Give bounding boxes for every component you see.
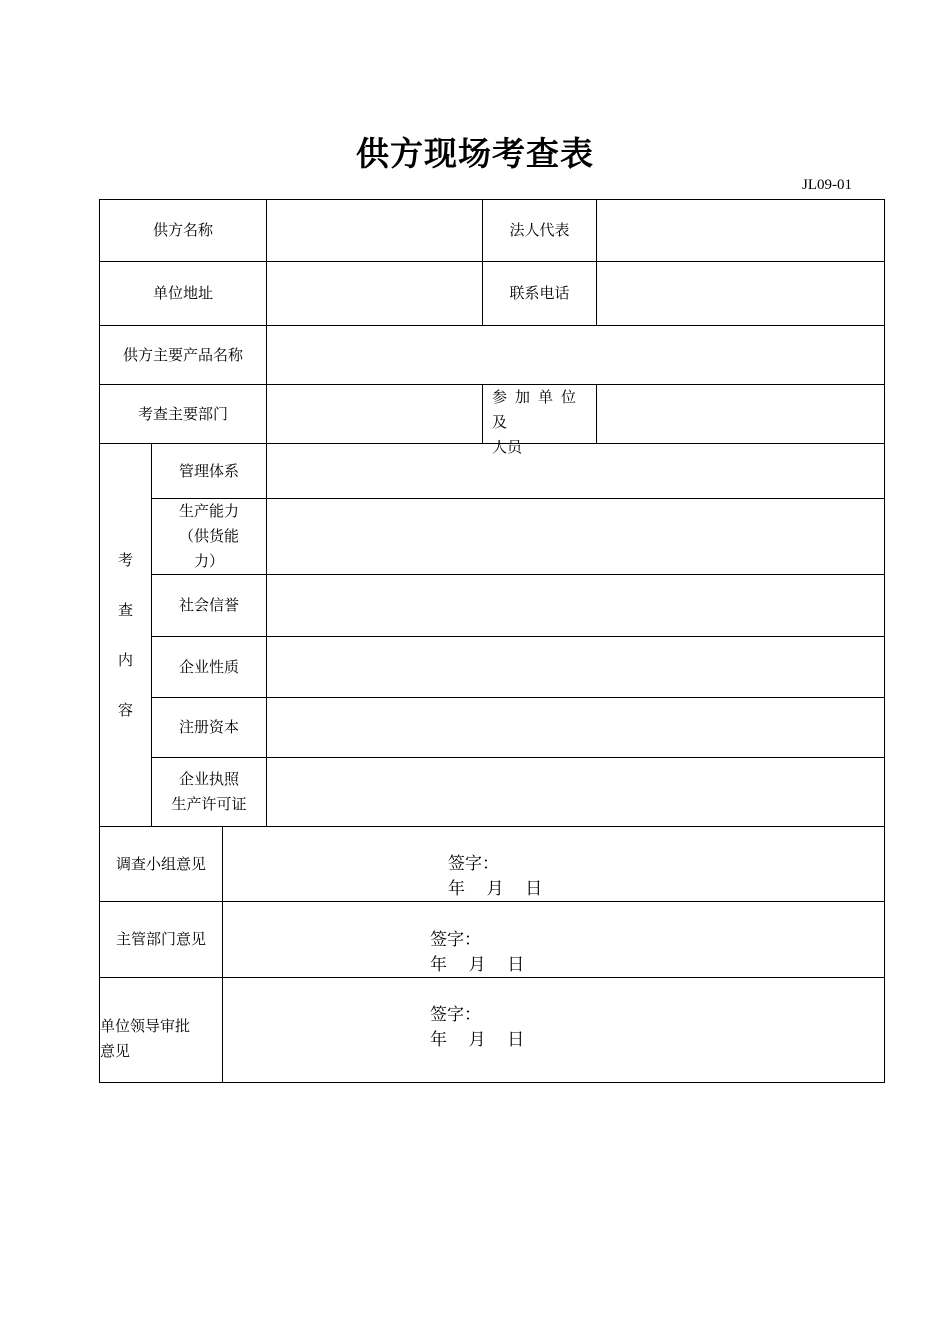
signature-date: 年 月 日 bbox=[430, 955, 525, 975]
label-production-capacity bbox=[152, 499, 266, 574]
label-department-opinion bbox=[100, 902, 222, 977]
item-line: 注册资本 bbox=[178, 718, 239, 736]
label-contact-phone: 联系电话 bbox=[509, 284, 570, 302]
management-system-field[interactable] bbox=[267, 444, 884, 498]
registered-capital-field[interactable] bbox=[267, 698, 884, 757]
label-leader-approval-opinion bbox=[100, 978, 222, 1082]
item-line: 企业性质 bbox=[178, 657, 239, 676]
inspection-department-field[interactable] bbox=[267, 385, 482, 443]
social-reputation-field[interactable] bbox=[267, 575, 884, 636]
leader-approval-field[interactable] bbox=[223, 978, 884, 1082]
label-management-system bbox=[152, 444, 266, 498]
group-char: 内 bbox=[117, 651, 133, 669]
contact-phone-field[interactable] bbox=[597, 262, 884, 325]
label-main-products: 供方主要产品名称 bbox=[122, 345, 243, 364]
item-line: 社会信誉 bbox=[178, 596, 239, 614]
signature-date: 年 月 日 bbox=[430, 1030, 525, 1050]
group-char: 查 bbox=[117, 601, 133, 619]
signature-date: 年 月 日 bbox=[448, 879, 543, 899]
label-inspection-department: 考查主要部门 bbox=[137, 404, 228, 423]
item-line: 生产许可证 bbox=[171, 795, 247, 813]
enterprise-nature-field[interactable] bbox=[267, 637, 884, 697]
opinion-label-line: 调查小组意见 bbox=[115, 854, 206, 873]
document-code: JL09-01 bbox=[802, 177, 852, 193]
business-license-field[interactable] bbox=[267, 758, 884, 826]
label-enterprise-nature bbox=[152, 637, 266, 697]
group-char: 考 bbox=[117, 551, 133, 569]
opinion-label-line: 意见 bbox=[100, 1041, 131, 1060]
department-opinion-field[interactable] bbox=[223, 902, 884, 977]
signature-label: 签字： bbox=[448, 854, 499, 874]
signature-label: 签字： bbox=[430, 1005, 481, 1025]
inspection-content-group-label bbox=[100, 444, 151, 826]
grid-line bbox=[99, 1082, 885, 1083]
participants-line-1: 参加单位及 bbox=[492, 388, 585, 431]
label-unit-address: 单位地址 bbox=[152, 284, 213, 302]
group-char: 容 bbox=[117, 701, 133, 719]
unit-address-field[interactable] bbox=[267, 262, 482, 325]
grid-line bbox=[884, 199, 885, 1083]
department-signature bbox=[430, 928, 524, 978]
opinion-label-line: 单位领导审批 bbox=[100, 1016, 191, 1035]
opinion-label-line: 主管部门意见 bbox=[115, 930, 206, 948]
supplier-name-field[interactable] bbox=[267, 200, 482, 261]
label-business-license bbox=[152, 758, 266, 826]
label-social-reputation bbox=[152, 575, 266, 636]
item-line: （供货能 bbox=[178, 527, 239, 545]
label-participants bbox=[483, 385, 596, 456]
production-capacity-field[interactable] bbox=[267, 499, 884, 574]
label-survey-team-opinion bbox=[100, 827, 222, 901]
survey-team-opinion-field[interactable] bbox=[223, 827, 884, 901]
legal-representative-field[interactable] bbox=[597, 200, 884, 261]
participants-line-2: 人员 bbox=[492, 438, 523, 456]
label-registered-capital bbox=[152, 698, 266, 757]
item-line: 力） bbox=[193, 552, 224, 570]
participants-field[interactable] bbox=[597, 385, 884, 443]
item-line: 企业执照 bbox=[178, 770, 239, 788]
main-products-field[interactable] bbox=[267, 326, 884, 384]
item-line: 生产能力 bbox=[178, 502, 239, 520]
label-legal-representative: 法人代表 bbox=[509, 221, 570, 239]
label-supplier-name: 供方名称 bbox=[152, 221, 213, 239]
form-title: 供方现场考查表 bbox=[356, 134, 594, 173]
survey-team-signature bbox=[448, 852, 542, 902]
item-line: 管理体系 bbox=[178, 461, 239, 480]
leader-signature bbox=[430, 1003, 524, 1053]
signature-label: 签字： bbox=[430, 930, 481, 950]
